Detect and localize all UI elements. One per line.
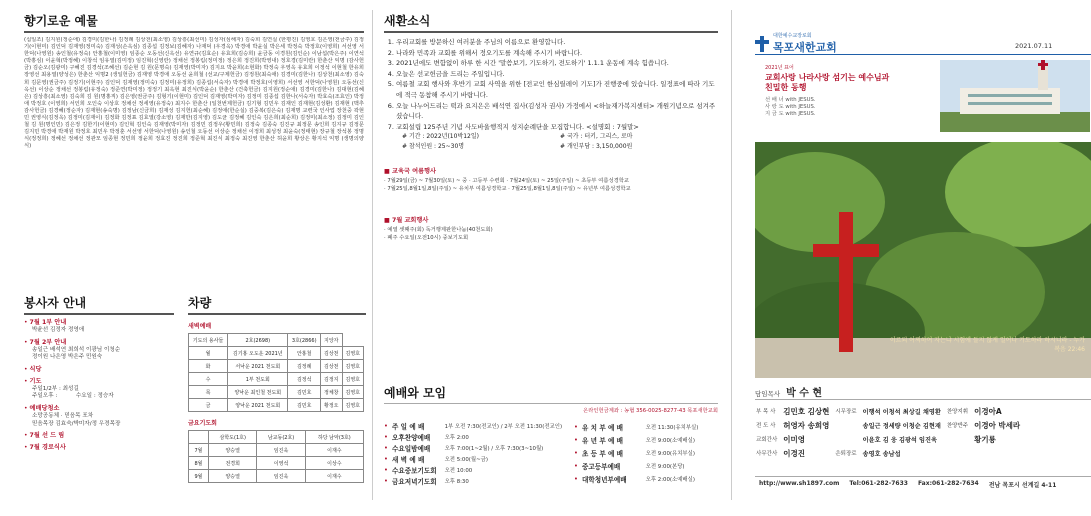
staff-names: 이미영	[783, 434, 806, 444]
photo-caption: 이르되 어찌하여 자는냐 시험에 들지 않게 일어나 기도하라 하시니라 - 누가복음 22:46	[889, 337, 1085, 353]
table-cell: 김영호	[342, 373, 364, 386]
morning-title: 새벽예배	[188, 323, 212, 330]
table-cell: 황정오	[321, 399, 342, 412]
divider-2	[731, 10, 732, 500]
servant-line: 박윤선 김정자 정영애	[32, 327, 85, 333]
servant-label: 7월 선 드 림	[29, 432, 65, 440]
july-line: · 예열 셋째주(회) 독거행제판한나눔(40천도회)	[384, 227, 493, 234]
trip-key: 국가	[566, 133, 579, 141]
staff-table	[753, 404, 1023, 460]
worship-name: 새 벽 예 배	[392, 455, 425, 464]
table-cell: 김정례	[288, 360, 321, 373]
table-cell: 김기홍 오도운 2021년	[228, 347, 288, 360]
bullet-icon: •	[384, 443, 388, 452]
pastor-line	[755, 384, 822, 399]
table-cell: 김상천	[321, 347, 342, 360]
summer-line: · 7월29일(금) ~ 7월30일(토) ~ 중 · 고등부 수련회 · 7월24일(토) ~ 25일(주일) ~ 초등부 여름성경학교	[384, 178, 629, 185]
worship-row	[574, 433, 718, 446]
news-item: 6. 오늘 나누어드리는 떡과 요지은은 배석연 집사(김성자 권사) 가정에서 <하늘재가복지센터> 개원기념으로 섬겨주셨습니다.	[396, 101, 718, 122]
table-header-cell: 기도의 용사들	[189, 334, 228, 347]
staff-role: 교회간사	[756, 437, 778, 443]
staff-names: 이경진	[783, 448, 806, 458]
friday-row	[189, 444, 364, 457]
staff-role: 부 목 사	[756, 409, 776, 415]
news-item: 1. 우리교회를 방문하신 여러분을 주님의 이름으로 환영합니다.	[396, 37, 718, 48]
staff-names: 이행석 이청석 최상길 채영환	[862, 408, 941, 416]
pastor-label: 담임목사	[755, 390, 781, 398]
motto-text: 교회사랑 나라사랑 섬기는 예수님과 친밀한 동행	[765, 73, 890, 92]
worship-name: 오후찬양예배	[392, 433, 431, 442]
staff-role	[944, 432, 971, 446]
table-cell: 월	[189, 347, 228, 360]
staff-names: 이윤호 김 웅 김광석 임진욱	[862, 436, 937, 444]
worship-row	[384, 464, 574, 475]
staff-names: 허영자 송희영	[783, 420, 830, 430]
table-cell: 9월	[189, 470, 209, 483]
servants-title: 봉사자 안내	[24, 296, 87, 310]
servant-group	[24, 432, 174, 440]
bullet-icon: •	[574, 448, 578, 457]
worship-row	[574, 420, 718, 433]
worship-time: 1부 오전 7:30(전교인) / 2부 오전 11:30(전교인)	[444, 423, 563, 430]
worship-name: 초 등 부 예 배	[582, 449, 624, 458]
friday-table	[188, 430, 364, 483]
staff-names: 이경아 박세라	[974, 420, 1021, 430]
staff-role: 찬양반주	[946, 423, 969, 429]
table-cell: 이상수	[305, 457, 363, 470]
worship-time: 오전 9:00(본당)	[645, 464, 685, 471]
worship-title: 예배와 모임	[384, 386, 447, 400]
worship-time: 오후 2:00(소예배실)	[645, 477, 695, 484]
trip-key: 참석인원	[408, 143, 433, 151]
news-title: 새환소식	[384, 14, 431, 28]
staff-names	[971, 446, 1023, 460]
servant-line: 송일근 배석연 최희석 이광님 이청순	[32, 346, 121, 353]
trip-colon: :	[420, 133, 427, 141]
motto-sub-line: 사 랑 도 with JESUS.	[765, 104, 816, 110]
friday-row	[189, 457, 364, 470]
servant-label: 기도	[29, 377, 42, 385]
worship-row	[384, 442, 574, 453]
staff-names: 송영호 송남섭	[862, 450, 901, 458]
bullet-icon: •	[384, 454, 388, 463]
bullet-icon: •	[24, 444, 28, 452]
trip-bullet-icon: #	[402, 143, 409, 151]
morning-row	[189, 347, 364, 360]
table-header-cell: 삼학도(1호)	[209, 431, 257, 444]
table-cell: 이재수	[305, 444, 363, 457]
pastor-rule	[755, 399, 1091, 400]
servant-group	[24, 339, 174, 362]
news-item: 3. 2021년에도 변함없이 하루 한 시간 '말씀보기, 기도하기, 전도하기' 1.1.1 운동에 계속 힘씁니다.	[396, 58, 718, 69]
trip-value: 2022년(10박12일)	[426, 133, 479, 141]
motto-small: 2021년 표어	[765, 65, 794, 71]
morning-row	[189, 386, 364, 399]
worship-name: 수요일밤예배	[392, 444, 431, 453]
summer-section: ■ 교육국 여름행사 · 7월29일(금) ~ 7월30일(토) ~ 중 · 고등부 수련회 · 7월24일(토) ~ 25일(주일) ~ 초등부 여름성경학교 · 7월25일,8월1일,8일(주일) ~ 유치부 여름성경학교 · 7월25일,8월1일,8일(주일) ~ 유년부 여름성경학교	[384, 166, 718, 193]
table-header-cell: 하당 남악(3호)	[305, 431, 363, 444]
servant-label-wrap	[24, 339, 174, 347]
table-cell: 임진욱	[257, 444, 305, 457]
table-cell: 양낙운 최인철 천도회	[228, 386, 288, 399]
worship-row	[384, 431, 574, 442]
table-cell: 김영호	[342, 386, 364, 399]
worship-time: 오전 11:30(유치부실)	[645, 424, 699, 431]
trip-bullet-icon: #	[560, 143, 567, 151]
news-item: 2. 나라와 민족과 교회를 위해서 정오기도를 계속해 주시기 바랍니다.	[396, 48, 718, 59]
table-cell: 1부 천도회	[228, 373, 288, 386]
trip-key: 기간	[408, 133, 421, 141]
church-logo	[755, 32, 837, 55]
table-cell: 전경희	[209, 457, 257, 470]
servant-label: 예배당청소	[29, 404, 60, 412]
pastor-name: 박 수 현	[786, 388, 823, 399]
bullet-icon: •	[24, 319, 28, 326]
servant-group	[24, 319, 174, 335]
bullet-icon: •	[574, 462, 578, 471]
worship-section	[384, 384, 718, 486]
table-cell: 이재수	[305, 470, 363, 483]
servant-line: 주일오후 : 수요일 : 정승자	[32, 393, 114, 400]
table-header-row	[189, 334, 364, 347]
worship-time: 오전 9:00(소예배실)	[645, 437, 695, 444]
worship-name: 대학청년부예배	[582, 476, 627, 485]
staff-role: 은퇴장로	[835, 451, 857, 457]
servant-label: 7월 1부 안내	[29, 319, 67, 326]
staff-role: 시무장로	[835, 409, 857, 415]
table-header-cell: 3호(2866)	[288, 334, 321, 347]
worship-time: 오전 5:00(월~금)	[444, 456, 488, 463]
footer-rule	[755, 476, 1091, 477]
worship-row	[574, 473, 718, 486]
staff-row	[753, 404, 1023, 418]
worship-time: 오전 9:00(유치부실)	[645, 450, 695, 457]
staff-row	[753, 446, 1023, 460]
worship-row	[574, 460, 718, 473]
servant-label-wrap	[24, 432, 174, 440]
worship-row	[384, 453, 574, 464]
table-header-cell	[189, 431, 209, 444]
servant-label-wrap	[24, 405, 174, 413]
worship-name: 수요중보기도회	[392, 466, 437, 475]
staff-role: 전 도 사	[756, 423, 776, 429]
table-cell: 화	[189, 360, 228, 373]
bulletin-date: 2021.07.11	[1015, 42, 1053, 50]
table-cell: 이영석	[257, 457, 305, 470]
staff-role: 사무간사	[756, 451, 778, 457]
staff-names: 송일근 정세량 이청순 김현재	[862, 422, 941, 430]
cross-logo-icon	[755, 36, 769, 52]
footer-url[interactable]: http://www.sh1897.com	[759, 480, 840, 487]
vehicle-section	[188, 294, 366, 483]
trip-item	[402, 132, 560, 142]
bullet-icon: •	[384, 432, 388, 441]
morning-row	[189, 360, 364, 373]
servant-line: 믿음목장 김효숙/박미자/정 우경목장	[32, 420, 121, 427]
vehicle-title: 차량	[188, 296, 212, 310]
vehicle-rule	[188, 313, 366, 315]
worship-time: 오후 7:00(1~2월) / 오후 7:30(3~10월)	[444, 445, 544, 452]
servants-list	[24, 319, 174, 452]
footer-address: 전남 목포시 선계길 4-11	[988, 482, 1057, 489]
footer-fax: Fax:061-282-7634	[917, 480, 979, 487]
news-rule	[384, 31, 718, 33]
bullet-icon: •	[24, 365, 28, 373]
servant-group	[24, 405, 174, 428]
trip-key: 개인부담	[566, 143, 591, 151]
bullet-icon: •	[574, 435, 578, 444]
offerings-rule	[24, 31, 364, 33]
table-header-cell: 2호(2698)	[228, 334, 288, 347]
july-title: 7월 교회행사	[392, 217, 429, 225]
table-cell: 김영호	[342, 360, 364, 373]
table-cell: 수	[189, 373, 228, 386]
staff-names: 이경아A	[974, 406, 1002, 416]
footer-tel: Tel:061-282-7633	[849, 480, 908, 487]
worship-right-table	[574, 420, 718, 486]
summer-title: 교육국 여름행사	[392, 168, 437, 176]
motto-sub-line: 지 금 도 with JESUS.	[765, 111, 816, 117]
worship-name: 유 치 부 예 배	[582, 423, 624, 432]
table-cell: 서낙운 2021 천도회	[228, 360, 288, 373]
trip-colon: :	[578, 133, 585, 141]
header-rule	[755, 54, 1091, 55]
bullet-icon: •	[384, 421, 388, 430]
servants-section	[24, 294, 174, 456]
servant-line: 주일1/2부 : 최성길	[32, 385, 79, 392]
motto-sub-line: 선 배 너 with JESUS.	[765, 97, 816, 103]
july-section: ■ 7월 교회행사 · 예열 셋째주(회) 독거행제판한나눔(40천도회) · 폐주 수요일(오전10시) 중보기도회	[384, 215, 718, 242]
bullet-icon: •	[24, 432, 28, 440]
bullet-icon: •	[574, 422, 578, 431]
trip-value: 25~30명	[437, 143, 465, 151]
table-cell: 김민호	[288, 399, 321, 412]
offerings-section	[24, 12, 364, 305]
trip-item	[560, 142, 718, 152]
table-cell: 김영호	[342, 399, 364, 412]
table-cell: 김영호	[342, 347, 364, 360]
staff-role: 찬양지휘	[946, 409, 969, 415]
bullet-icon: •	[384, 476, 388, 485]
footer	[759, 480, 1056, 489]
offerings-text: (십일조) 김지원(정순애) 김경미(김한나) 김정례 김상천(최소영) 김상흥(최선미) 김성자(심해자) 김숙희 김연실 (한평진) 김영호 김은영(전금주) 김정기(이현미) 김인덕 김재영(정미숙) 김재성(손옥심) 김종섭 김정보(김혜자) 나재덕 (우경옥) 박경애 박윤실 박은세 박정숙 박정호(이영희) 서선영 서한덕(나영원) 송인철(유정숙) 안홍철(이미영) 임종순 오동선(신옥선) 유연규(김효순) 유효희(김승희) 윤금동 이경원(김인순) 이남섭(박은주) 이연석(박홍심) 이윤혁(박정혜) 이창석 임유열(김미정) 임진혁(신영란) 정채선 정봉림(정미정) 정은희 정진희(박영내) 정호경(김미란) 한춘산 익명 (감사헌금) 김순오(김광미) 구혜진 김경석(조혜선) 김순현 김 원(문명숙) 김재영(박미자) 김지요 박윤희(소현화) 박정숙 우영옥 유효희 이정석 이현철 한유희 장영선 최용열(양성은) 한춘산 익명2 (생일헌금) 김재영 박경애 오동선 윤희철 (선교/구제헌금) 김정원(최숙애) 김경미(김한나) 김상천(최소영) 김숙희 김문영(권금주) 김정기(이현주) 김인덕 김재영(정미숙) 김정미(유정희) 김종섭(서숙자) 박경애 박정호(이영희) 서선영 서한덕(나영원) 오동선(신옥선) 이상순 정채선 정봉림(유정숙) 정준연(박미정) 정정기 최옥현 최진식(박윤순) 한춘산 (건축헌금) 김지원(정순애) 김경미(김한나) 김대현(김혜은) 김상흥(최소영) 김숙희 김 원(명홍직) 김은영(권금주) 김형기(이현미) 김인덕 김재영(박미자) 김정미 김종섭 김한나(서숙자) 박효숙(조효인) 박정애 박정호 (이영희) 서인희 오인숙 이상호 정채선 정세영(유정숙) 최지수 한춘산 (일천번제헌금) 김기형 김민우 김재인 김재현(김성환) 김재현 (맥추감사헌금) 김경혜(정순자) 김재현(송숙명) 김정남(신금희) 김재성 김지헌(최순혜) 김정애(한순실) 김중복(김은숙) 김재명 교련국 인사업 장천중 곽현민 권영식(김정옥) 김정미(김재이) 김정화 김정표 김효열(강소영) 김재만(김지영) 김도균 김정혜 김인숙 김은희(최순희) 김정미(최소정) 김정미 김인철 김 원(명인민) 김은정 김한기(이현미) 김인혁 김인숙 김재영(박미자) 김정민 김정우(황민희) 김정숙 김종숙 김진규 최정문 송인희 김지규 김정문 김지민 박경애 박재원 박정호 최민우 박정훈 서선영 서한덕(나영원) 송인철 오동선 이상순 정채선 이정희 최성정 최윤숙(정태현) 장규철 장석봉 정명식(정정희) 정혜선 정채선 정관모 임종현 정민희 정윤희 정효진 정진희 정준혁 최진식 최정숙 최진영 한춘산 허윤희 황상은 황지석 익명 (생명의양식)	[24, 37, 364, 150]
worship-row	[574, 446, 718, 459]
table-cell: 임진욱	[257, 470, 305, 483]
trip-value: 터키, 그리스, 로마	[584, 133, 633, 141]
staff-role	[832, 432, 859, 446]
motto-block	[765, 64, 915, 118]
worship-time: 오후 8:30	[444, 478, 469, 485]
bullet-icon: •	[24, 404, 28, 412]
table-header-cell: 남교동(2호)	[257, 431, 305, 444]
summer-lines	[384, 178, 718, 193]
table-header-row	[189, 431, 364, 444]
worship-time: 오후 2:00	[444, 434, 469, 441]
worship-name: 유 년 부 예 배	[582, 436, 624, 445]
servant-line: 정이원 나은영 박은주 민원숙	[32, 354, 103, 361]
trip-colon: :	[590, 143, 596, 151]
staff-row	[753, 432, 1023, 446]
table-cell: 김상천	[321, 360, 342, 373]
worship-rule	[384, 403, 718, 404]
servant-group	[24, 378, 174, 401]
church-name: 목포새한교회	[773, 41, 837, 54]
trip-item	[402, 142, 560, 152]
table-cell: 김정지	[321, 373, 342, 386]
friday-row	[189, 470, 364, 483]
news-list	[384, 37, 718, 132]
worship-row	[384, 420, 574, 431]
servant-label-wrap	[24, 366, 174, 374]
divider-1	[372, 10, 373, 500]
friday-title: 금요기도회	[188, 420, 217, 427]
table-cell: 김민호	[288, 386, 321, 399]
table-cell: 양승열	[209, 444, 257, 457]
worship-name: 중고등부예배	[582, 463, 621, 472]
bullet-icon: •	[574, 475, 578, 484]
offerings-title: 향기로운 예물	[24, 14, 98, 28]
july-lines	[384, 227, 718, 242]
servants-rule	[24, 313, 174, 315]
table-cell: 금	[189, 399, 228, 412]
bullet-icon: •	[24, 377, 28, 385]
morning-row	[189, 373, 364, 386]
table-cell: 안홍철	[288, 347, 321, 360]
table-cell: 정체창	[321, 386, 342, 399]
morning-table	[188, 333, 364, 412]
servant-group	[24, 444, 174, 452]
table-cell: 7월	[189, 444, 209, 457]
table-cell: 양낙운 2021 천도회	[228, 399, 288, 412]
trip-bullet-icon: #	[560, 133, 567, 141]
news-item: 7. 교회설립 125주년 기념 사도바울행적지 성지순례단을 모집합니다. <설명회 : 7월말>	[396, 122, 718, 133]
news-item: 4. 오늘은 선교헌금을 드리는 주일입니다.	[396, 69, 718, 80]
trip-value: 3,150,000원	[595, 143, 633, 151]
servant-label-wrap	[24, 444, 174, 452]
church-building-photo	[940, 60, 1090, 132]
news-item: 5. 여름철 교회 행사와 후반기 교회 사역을 위한 [전교인 한심릴레이 기도]가 진행중에 있습니다. 일정표에 따라 기도에 적극 동참해 주시기 바랍니다.	[396, 79, 718, 100]
worship-time: 오전 10:00	[444, 467, 473, 474]
staff-row	[753, 418, 1023, 432]
table-cell: 김정석	[288, 373, 321, 386]
table-cell: 8월	[189, 457, 209, 470]
staff-names: 황기룡	[974, 434, 996, 444]
servant-label: 7월 2부 안내	[29, 338, 67, 346]
worship-row	[384, 475, 574, 486]
trip-details	[384, 132, 718, 152]
news-section	[384, 12, 718, 242]
trip-bullet-icon: #	[402, 133, 409, 141]
servant-group	[24, 366, 174, 374]
church-small: 대한예수교장로회	[773, 33, 812, 39]
servant-label: 7월 경로식사	[29, 444, 66, 452]
motto-sub	[765, 97, 915, 118]
morning-row	[189, 399, 364, 412]
staff-names: 김민호 김상현	[783, 406, 830, 416]
staff-role	[944, 446, 971, 460]
worship-left-table	[384, 420, 574, 486]
servant-label-wrap	[24, 319, 174, 327]
table-header-cell: 지앙자	[321, 334, 342, 347]
trip-item	[560, 132, 718, 142]
servant-label: 식당	[29, 365, 42, 373]
worship-name: 주 일 예 배	[392, 422, 425, 431]
servant-label-wrap	[24, 378, 174, 386]
bullet-icon: •	[384, 465, 388, 474]
summer-line: · 7월25일,8월1일,8일(주일) ~ 유치부 여름성경학교 · 7월25일,8월1일,8일(주일) ~ 유년부 여름성경학교	[384, 185, 631, 192]
bank-account: 온라인헌금계좌 : 농협 356-0025-8277-43 목포새한교회	[583, 408, 718, 414]
servant-line: 소망공동체 · 믿음목 포차	[32, 412, 94, 419]
trip-colon: :	[432, 143, 438, 151]
bullet-icon: •	[24, 338, 28, 346]
table-cell: 목	[189, 386, 228, 399]
table-cell: 양승열	[209, 470, 257, 483]
staff-role	[832, 418, 859, 432]
worship-name: 금요저녁기도회	[392, 477, 437, 486]
july-line: · 폐주 수요일(오전10시) 중보기도회	[384, 234, 469, 241]
